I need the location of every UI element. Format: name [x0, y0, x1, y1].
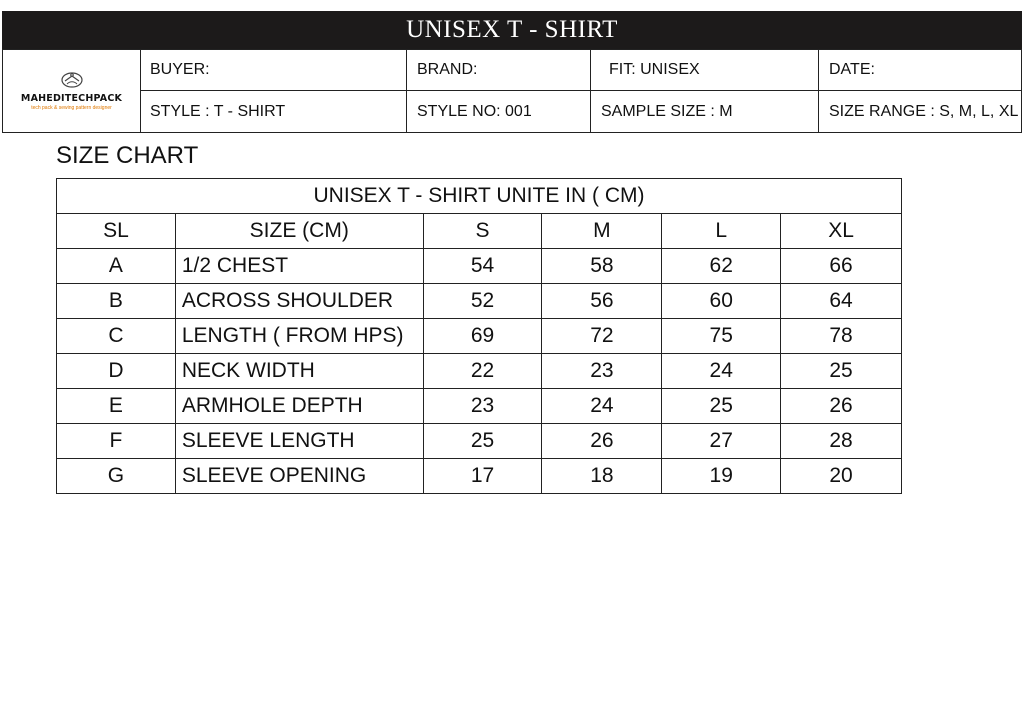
style-label: STYLE : T - SHIRT [150, 102, 286, 120]
size-value: 23 [542, 354, 662, 389]
fit-field [591, 50, 819, 91]
column-header: SL [57, 214, 176, 249]
size-value: 58 [542, 249, 662, 284]
size-value: 18 [542, 459, 662, 494]
size-value: 66 [781, 249, 902, 284]
date-field [819, 50, 1021, 91]
style-no-label: STYLE NO: 001 [417, 102, 532, 120]
size-value: 20 [781, 459, 902, 494]
hanger-globe-icon [59, 71, 85, 89]
size-value: 54 [423, 249, 542, 284]
size-value: 22 [423, 354, 542, 389]
sample-size-field [591, 91, 819, 132]
measurement-name: 1/2 CHEST [175, 249, 423, 284]
style-no-field [407, 91, 591, 132]
size-value: 72 [542, 319, 662, 354]
spec-info-grid [2, 49, 1022, 133]
style-field [140, 91, 407, 132]
table-header-row [57, 214, 902, 249]
size-value: 75 [662, 319, 781, 354]
size-value: 19 [662, 459, 781, 494]
measurement-name: SLEEVE LENGTH [175, 424, 423, 459]
row-code: A [57, 249, 176, 284]
size-range-field [819, 91, 1021, 132]
row-code: F [57, 424, 176, 459]
size-value: 69 [423, 319, 542, 354]
table-caption: UNISEX T - SHIRT UNITE IN ( CM) [57, 179, 902, 214]
sample-size-label: SAMPLE SIZE : M [601, 102, 733, 120]
size-value: 25 [781, 354, 902, 389]
size-value: 62 [662, 249, 781, 284]
size-value: 78 [781, 319, 902, 354]
size-value: 27 [662, 424, 781, 459]
logo-name: MAHEDITECHPACK [20, 93, 123, 104]
size-value: 17 [423, 459, 542, 494]
size-value: 64 [781, 284, 902, 319]
buyer-label: BUYER: [150, 61, 210, 78]
column-header: S [423, 214, 542, 249]
size-value: 26 [542, 424, 662, 459]
measurement-name: LENGTH ( FROM HPS) [175, 319, 423, 354]
measurement-name: NECK WIDTH [175, 354, 423, 389]
measurement-name: ARMHOLE DEPTH [175, 389, 423, 424]
table-row [57, 424, 902, 459]
brand-label: BRAND: [417, 61, 478, 78]
size-value: 28 [781, 424, 902, 459]
size-value: 25 [423, 424, 542, 459]
table-row [57, 249, 902, 284]
brand-field [407, 50, 591, 91]
size-value: 56 [542, 284, 662, 319]
row-code: B [57, 284, 176, 319]
row-code: G [57, 459, 176, 494]
row-code: E [57, 389, 176, 424]
row-code: D [57, 354, 176, 389]
column-header: M [542, 214, 662, 249]
fit-label: FIT: UNISEX [609, 61, 700, 78]
measurement-name: ACROSS SHOULDER [175, 284, 423, 319]
column-header: L [662, 214, 781, 249]
size-value: 52 [423, 284, 542, 319]
size-chart-table [56, 178, 902, 494]
table-row [57, 389, 902, 424]
logo-tagline: tech pack & sewing pattern designer [31, 105, 112, 111]
date-label: DATE: [829, 61, 875, 78]
table-row [57, 354, 902, 389]
brand-logo [3, 50, 141, 132]
size-value: 24 [662, 354, 781, 389]
size-value: 24 [542, 389, 662, 424]
size-chart-heading: SIZE CHART [56, 142, 199, 169]
size-value: 25 [662, 389, 781, 424]
column-header: XL [781, 214, 902, 249]
document-title: UNISEX T - SHIRT [406, 16, 618, 43]
document-title-bar [2, 11, 1022, 49]
size-range-label: SIZE RANGE : S, M, L, XL [829, 102, 1019, 120]
size-value: 60 [662, 284, 781, 319]
size-value: 23 [423, 389, 542, 424]
column-header: SIZE (CM) [175, 214, 423, 249]
buyer-field [140, 50, 407, 91]
table-row [57, 284, 902, 319]
table-row [57, 319, 902, 354]
row-code: C [57, 319, 176, 354]
size-value: 26 [781, 389, 902, 424]
measurement-name: SLEEVE OPENING [175, 459, 423, 494]
table-row [57, 459, 902, 494]
